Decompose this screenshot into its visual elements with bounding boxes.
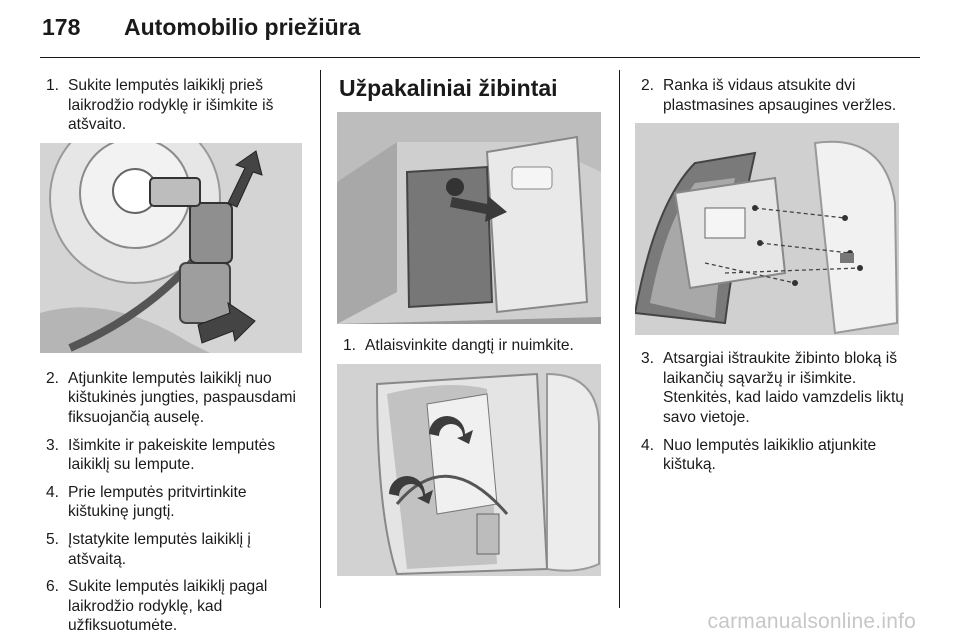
steps-list-bottom	[40, 369, 304, 636]
step-number: 2.	[641, 77, 655, 94]
step-number: 3.	[641, 350, 655, 368]
column-3	[635, 76, 907, 483]
column-divider-2	[619, 70, 620, 608]
step-number: 3.	[46, 436, 60, 454]
step-item	[40, 369, 304, 428]
step-item	[40, 577, 304, 636]
steps-list-top	[40, 76, 304, 135]
step-item	[40, 76, 304, 135]
step-text: Sukite lemputės laikiklį pagal laikrodžio rodyklę, kad užfiksuotumėte.	[68, 578, 268, 635]
page-header	[42, 14, 360, 54]
step-text: Išimkite ir pakeiskite lemputės laikiklį su lempute.	[68, 436, 276, 474]
step-item	[635, 349, 907, 427]
step-number: 1.	[343, 337, 357, 354]
step-text: Sukite lemputės laikiklį prieš laikrodžio rodyklę ir išimkite iš atšvaito.	[68, 77, 274, 134]
chapter-title: Automobilio priežiūra	[124, 14, 361, 40]
step-text: Ranka iš vidaus atsukite dvi plastmasines apsaugines veržles.	[663, 77, 897, 114]
step-number: 4.	[641, 436, 655, 454]
step-item	[40, 436, 304, 475]
step-item	[635, 436, 907, 475]
step-text: Atjunkite lemputės laikiklį nuo kištukinės jungties, paspausdami fiksuojančią auselę.	[68, 369, 296, 426]
bulb-holder-illustration	[40, 143, 302, 353]
column-2	[337, 76, 603, 576]
step-text: Atsargiai ištraukite žibinto bloką iš laikančių sąvaržų ir išimkite. Stenkitės, kad laido vamzdelis liktų savo vietoje.	[663, 350, 904, 426]
step-text: Prie lemputės pritvirtinkite kištukinę jungtį.	[68, 483, 247, 521]
step-number: 1.	[46, 77, 60, 94]
tail-light-removal-illustration	[635, 123, 899, 335]
tail-light-nuts-illustration	[337, 364, 601, 576]
header-divider	[40, 57, 920, 58]
step-number: 6.	[46, 578, 60, 596]
step-item	[40, 483, 304, 522]
column-1	[40, 76, 304, 642]
steps-list-bottom	[635, 349, 907, 475]
step-number: 4.	[46, 483, 60, 501]
step-number: 2.	[46, 369, 60, 387]
step-number: 5.	[46, 530, 60, 548]
column-divider-1	[320, 70, 321, 608]
step-item	[635, 76, 907, 115]
trunk-cover-illustration	[337, 112, 601, 324]
page-number: 178	[42, 14, 81, 40]
step-text: Nuo lemputės laikiklio atjunkite kištuką.	[663, 436, 877, 474]
step-item	[337, 336, 603, 356]
watermark-text: carmanualsonline.info	[707, 610, 916, 633]
step-text: Atlaisvinkite dangtį ir nuimkite.	[365, 337, 574, 354]
step-item	[40, 530, 304, 569]
step-text: Įstatykite lemputės laikiklį į atšvaitą.	[68, 530, 251, 568]
steps-list	[337, 336, 603, 356]
section-title: Užpakaliniai žibintai	[339, 75, 558, 101]
steps-list-top	[635, 76, 907, 115]
